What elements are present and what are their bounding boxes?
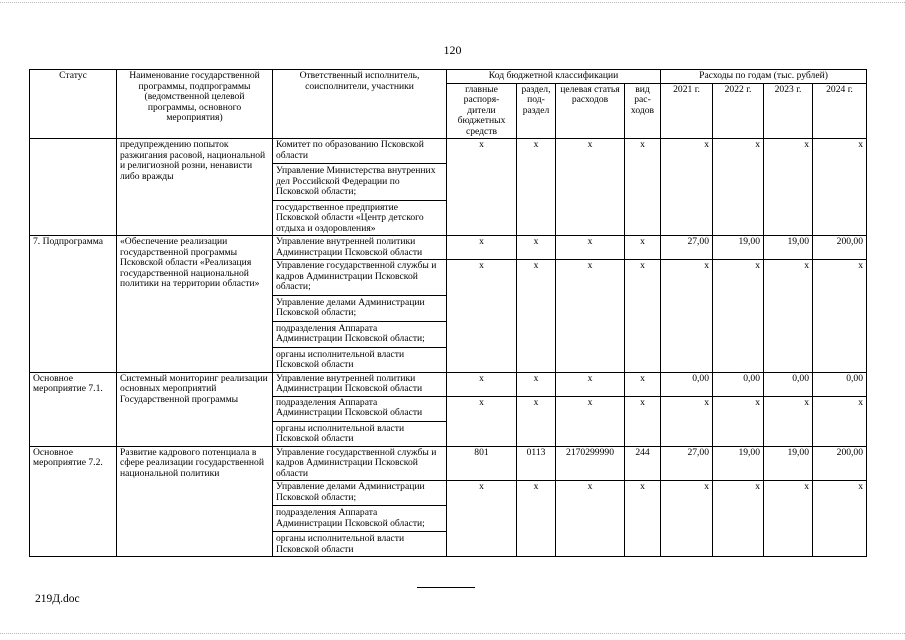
y2024-cell: x	[813, 139, 867, 236]
status-cell	[30, 139, 117, 236]
col-2022: 2022 г.	[713, 83, 764, 139]
executor-cell	[273, 139, 447, 236]
scan-edge-top	[0, 2, 905, 4]
executor-item: органы исполнительной власти Псковской области	[273, 421, 446, 445]
grbs-cell: x	[447, 139, 517, 236]
executor-item: Управление государственной службы и кадров Администрации Псковской области;	[276, 260, 437, 292]
target-cell: x	[556, 372, 625, 396]
y2022-cell: x	[713, 396, 764, 446]
col-budget-code: Код бюджетной классификации	[447, 70, 661, 84]
table-row	[30, 372, 867, 396]
col-expense-type: вид рас-ходов	[625, 83, 661, 139]
executor-item: подразделения Аппарата Администрации Псковской области;	[273, 505, 446, 529]
y2023-cell: 19,00	[764, 236, 813, 260]
status-cell: 7. Подпрограмма	[30, 236, 117, 373]
col-section: раздел, под-раздел	[517, 83, 556, 139]
grbs-cell: x	[447, 236, 517, 260]
executor-item: подразделения Аппарата Администрации Псковской области	[276, 396, 423, 418]
y2024-cell: 200,00	[813, 446, 867, 481]
executor-item: государственное предприятие Псковской области «Центр детского отдыха и оздоровления»	[273, 200, 446, 235]
executor-cell: Управление внутренней политики Администрации Псковской области	[273, 372, 447, 396]
col-program-name: Наименование государственной программы, подпрограммы (ведомственной целевой программы, основного мероприятия)	[117, 70, 273, 139]
y2023-cell: 19,00	[764, 446, 813, 481]
executor-cell: Управление внутренней политики Администрации Псковской области	[273, 236, 447, 260]
col-target-item: целевая статья расходов	[556, 83, 625, 139]
executor-item: Управление Министерства внутренних дел Российской Федерации по Псковской области;	[273, 163, 446, 198]
y2021-cell: x	[661, 396, 713, 446]
y2024-cell: x	[813, 396, 867, 446]
target-cell: x	[556, 260, 625, 373]
target-cell: x	[556, 481, 625, 557]
y2022-cell: 0,00	[713, 372, 764, 396]
program-name-cell: Системный мониторинг реализации основных мероприятий Государственной программы	[117, 372, 273, 446]
executor-cell	[273, 481, 447, 557]
y2023-cell: x	[764, 481, 813, 557]
executor-cell	[273, 260, 447, 373]
program-name-cell: «Обеспечение реализации государственной программы Псковской области «Реализация государственной национальной политики на территории области»	[117, 236, 273, 373]
program-name-cell: предупреждению попыток разжигания расовой, национальной и религиозной розни, ненависти либо вражды	[117, 139, 273, 236]
y2023-cell: x	[764, 396, 813, 446]
section-cell: x	[517, 481, 556, 557]
y2022-cell: 19,00	[713, 236, 764, 260]
col-executor: Ответственный исполнитель, соисполнители, участники	[273, 70, 447, 139]
type-cell: x	[625, 481, 661, 557]
y2021-cell: x	[661, 139, 713, 236]
y2021-cell: 27,00	[661, 446, 713, 481]
y2021-cell: x	[661, 481, 713, 557]
y2023-cell: x	[764, 260, 813, 373]
col-2021: 2021 г.	[661, 83, 713, 139]
footer-divider	[417, 587, 475, 588]
y2023-cell: x	[764, 139, 813, 236]
document-filename: 219Д.doc	[35, 593, 80, 605]
executor-item: Управление делами Администрации Псковской области;	[273, 295, 446, 319]
section-cell: x	[517, 236, 556, 260]
program-name-cell: Развитие кадрового потенциала в сфере реализации государственной национальной политики	[117, 446, 273, 557]
y2023-cell: 0,00	[764, 372, 813, 396]
grbs-cell: x	[447, 372, 517, 396]
executor-item: органы исполнительной власти Псковской области	[273, 531, 446, 555]
y2024-cell: x	[813, 260, 867, 373]
col-2023: 2023 г.	[764, 83, 813, 139]
section-cell: 0113	[517, 446, 556, 481]
type-cell: x	[625, 260, 661, 373]
grbs-cell: x	[447, 396, 517, 446]
grbs-cell: x	[447, 260, 517, 373]
target-cell: 2170299990	[556, 446, 625, 481]
section-cell: x	[517, 396, 556, 446]
target-cell: x	[556, 396, 625, 446]
status-cell: Основное мероприятие 7.1.	[30, 372, 117, 446]
page-number: 120	[443, 43, 462, 57]
y2022-cell: x	[713, 481, 764, 557]
executor-item: Управление делами Администрации Псковской области;	[276, 481, 425, 503]
type-cell: x	[625, 372, 661, 396]
type-cell: 244	[625, 446, 661, 481]
col-expenses: Расходы по годам (тыс. рублей)	[661, 70, 867, 84]
col-grbs: главные распоря-дители бюджетных средств	[447, 83, 517, 139]
type-cell: x	[625, 139, 661, 236]
scan-edge-bottom	[0, 633, 905, 635]
y2021-cell: x	[661, 260, 713, 373]
y2021-cell: 0,00	[661, 372, 713, 396]
y2024-cell: 0,00	[813, 372, 867, 396]
y2024-cell: 200,00	[813, 236, 867, 260]
header-row	[30, 70, 867, 84]
table-row	[30, 446, 867, 481]
section-cell: x	[517, 139, 556, 236]
section-cell: x	[517, 260, 556, 373]
target-cell: x	[556, 236, 625, 260]
grbs-cell: 801	[447, 446, 517, 481]
table-row	[30, 236, 867, 260]
executor-cell: Управление государственной службы и кадров Администрации Псковской области	[273, 446, 447, 481]
budget-table	[29, 69, 867, 557]
type-cell: x	[625, 236, 661, 260]
status-cell: Основное мероприятие 7.2.	[30, 446, 117, 557]
executor-item: органы исполнительной власти Псковской области	[273, 347, 446, 371]
col-2024: 2024 г.	[813, 83, 867, 139]
grbs-cell: x	[447, 481, 517, 557]
y2022-cell: x	[713, 260, 764, 373]
section-cell: x	[517, 372, 556, 396]
y2022-cell: x	[713, 139, 764, 236]
col-status: Статус	[30, 70, 117, 139]
y2021-cell: 27,00	[661, 236, 713, 260]
executor-item: подразделения Аппарата Администрации Псковской области;	[273, 321, 446, 345]
executor-item: Комитет по образованию Псковской области	[276, 139, 424, 161]
table-row	[30, 139, 867, 236]
executor-cell	[273, 396, 447, 446]
type-cell: x	[625, 396, 661, 446]
target-cell: x	[556, 139, 625, 236]
y2024-cell: x	[813, 481, 867, 557]
y2022-cell: 19,00	[713, 446, 764, 481]
